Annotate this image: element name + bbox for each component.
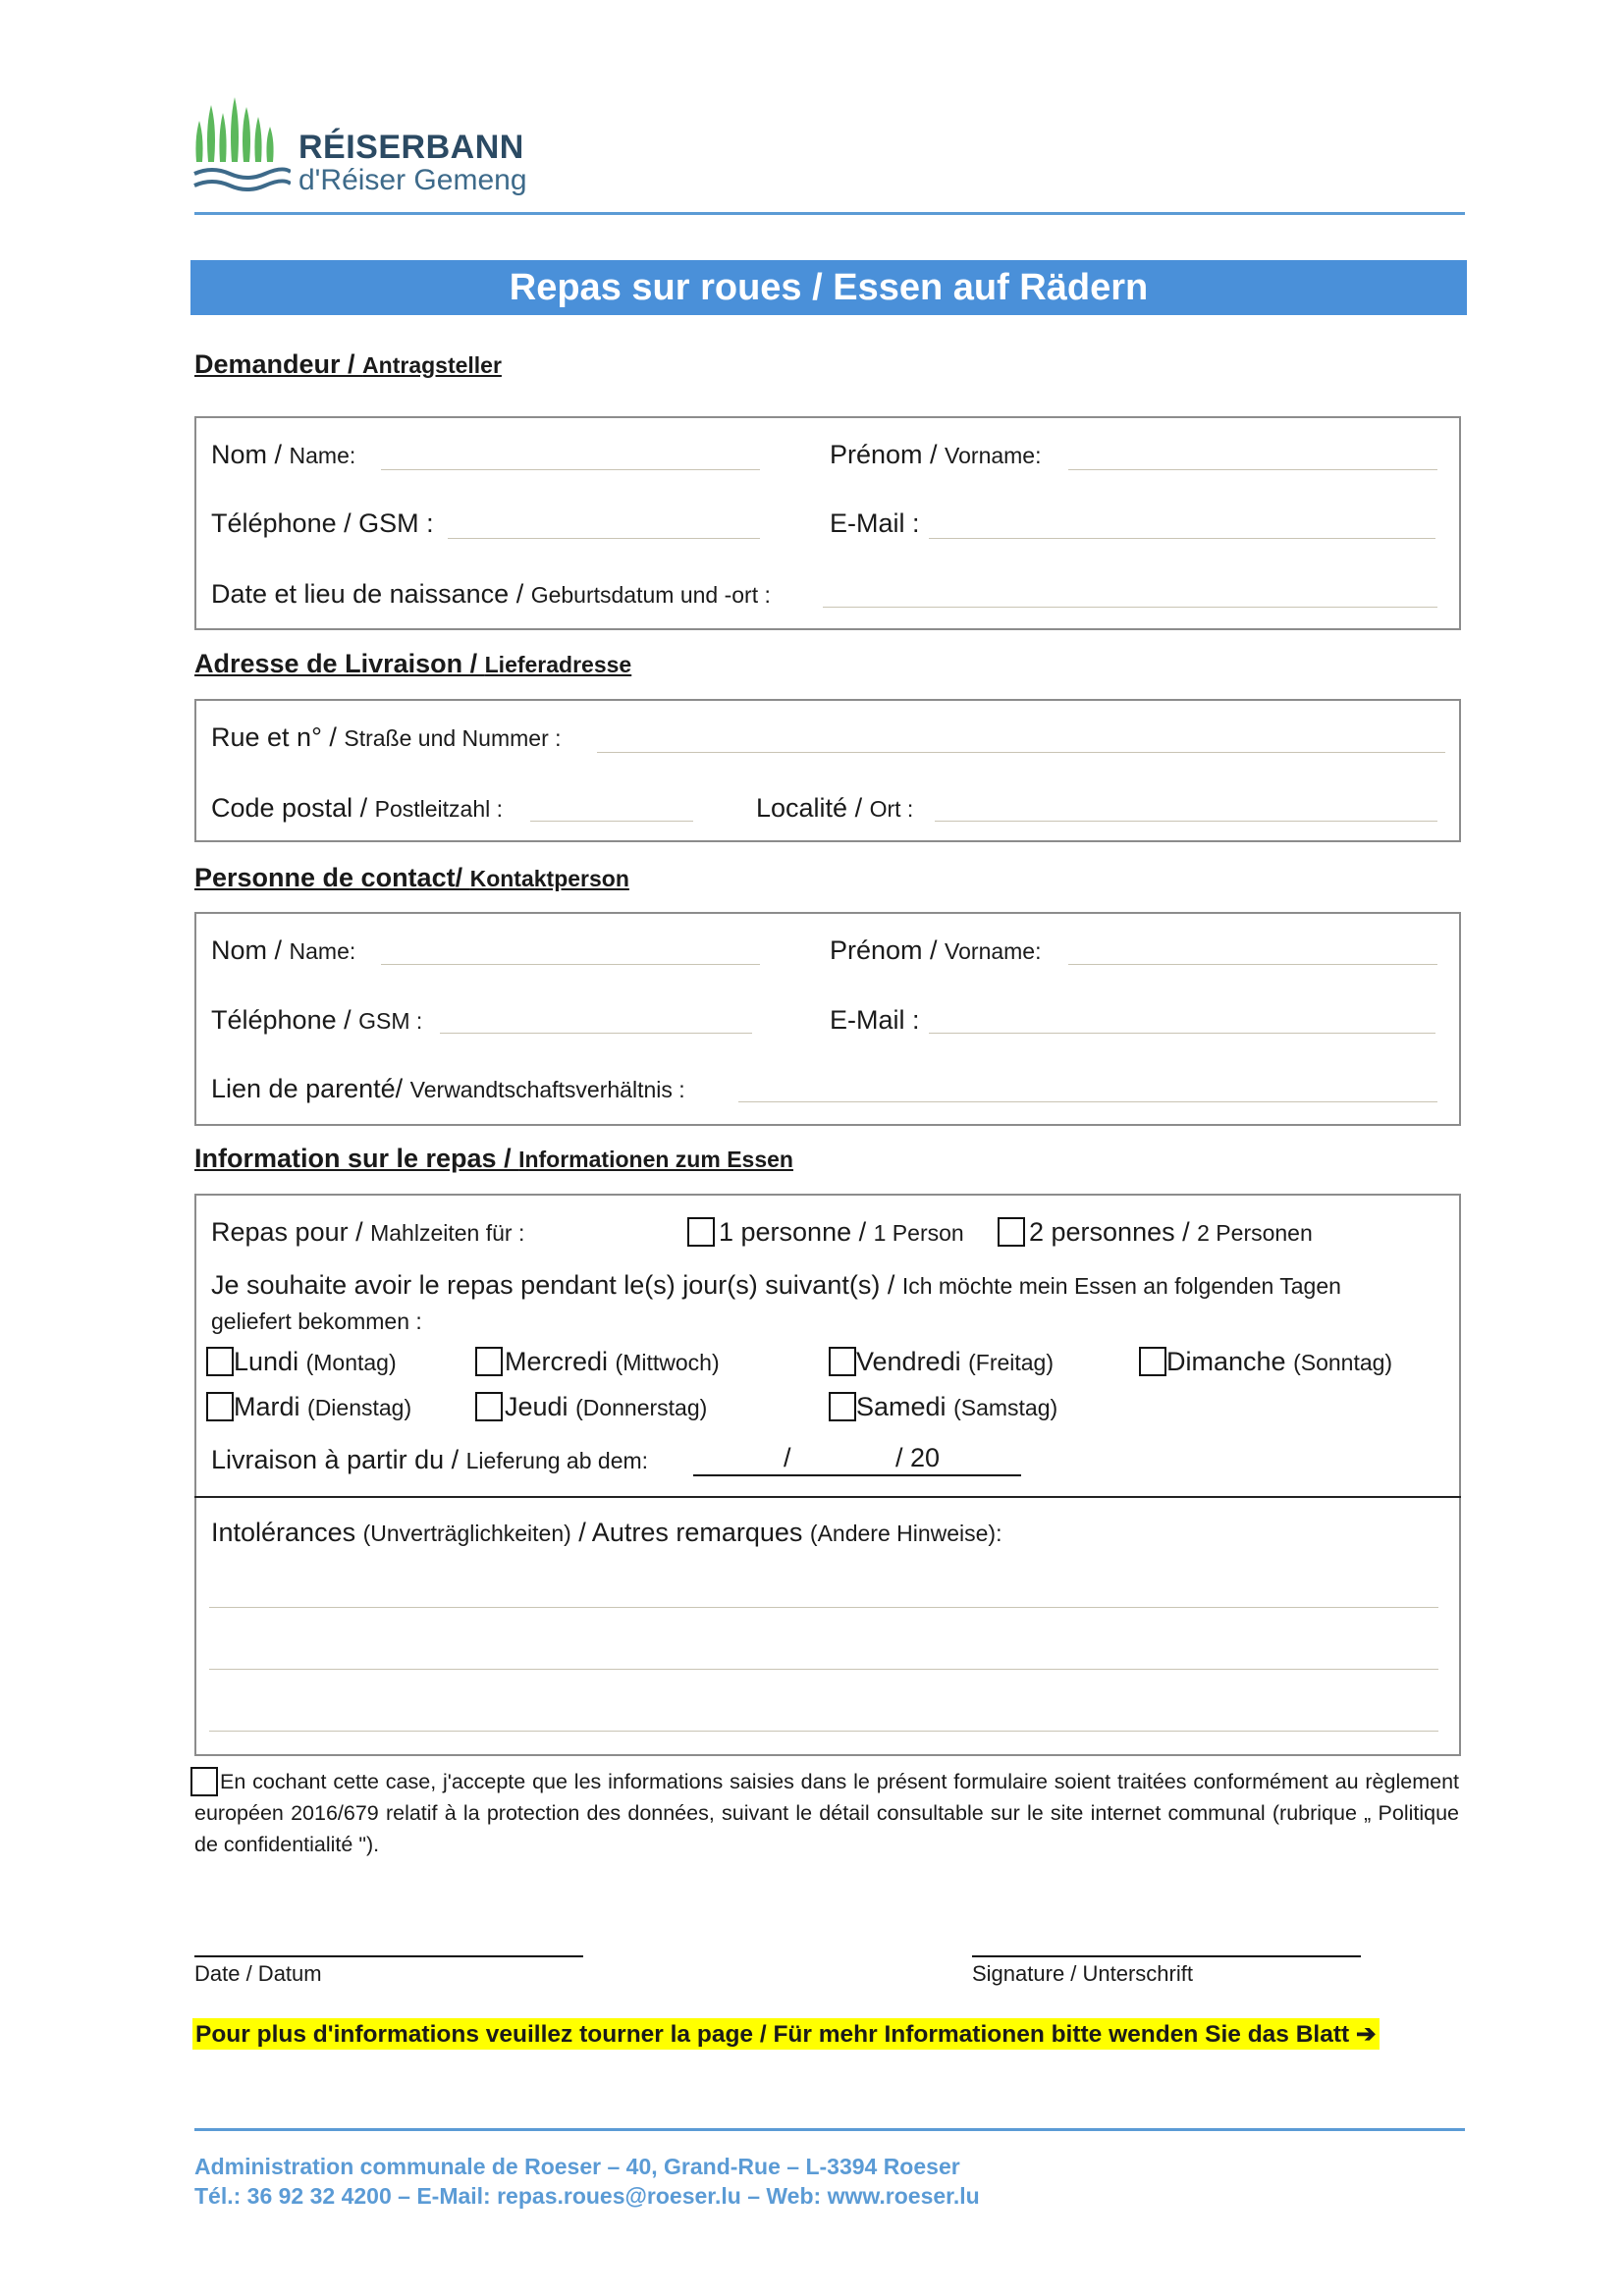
footer-rule [194, 2128, 1465, 2131]
date-century: / 20 [895, 1443, 941, 1472]
contact-firstname-label: Prénom / Vorname: [830, 935, 1042, 965]
day-checkbox-friday[interactable] [829, 1347, 856, 1376]
contact-relation-label: Lien de parenté/ Verwandtschaftsverhältnis : [211, 1074, 685, 1103]
contact-name-field[interactable] [381, 964, 760, 965]
delivery-street-field[interactable] [597, 752, 1445, 753]
logo-trees-icon [192, 93, 291, 191]
section-heading-contact: Personne de contact/ Kontaktperson [194, 863, 629, 892]
day-checkbox-monday[interactable] [206, 1347, 234, 1376]
applicant-birth-label: Date et lieu de naissance / Geburtsdatum und -ort : [211, 579, 771, 609]
day-label-friday: Vendredi (Freitag) [856, 1347, 1055, 1376]
day-label-thursday: Jeudi (Donnerstag) [505, 1392, 708, 1421]
intolerances-line-3[interactable] [209, 1731, 1438, 1732]
contact-relation-field[interactable] [738, 1101, 1437, 1102]
turn-page-note: Pour plus d'informations veuillez tourner la page / Für mehr Informationen bitte wenden Sie das Blatt ➔ [192, 2018, 1380, 2050]
one-person-label: 1 personne / 1 Person [719, 1217, 964, 1247]
day-checkbox-wednesday[interactable] [475, 1347, 503, 1376]
applicant-firstname-label: Prénom / Vorname: [830, 440, 1042, 469]
contact-name-label: Nom / Name: [211, 935, 356, 965]
applicant-firstname-field[interactable] [1068, 469, 1437, 470]
day-checkbox-tuesday[interactable] [206, 1392, 234, 1421]
contact-phone-label: Téléphone / GSM : [211, 1005, 423, 1035]
logo [192, 93, 527, 201]
day-checkbox-saturday[interactable] [829, 1392, 856, 1421]
delivery-locality-label: Localité / Ort : [756, 793, 914, 823]
applicant-birth-field[interactable] [823, 607, 1437, 608]
applicant-name-field[interactable] [381, 469, 760, 470]
applicant-email-field[interactable] [929, 538, 1435, 539]
logo-tagline: d'Réiser Gemeng [298, 164, 527, 196]
two-persons-checkbox[interactable] [998, 1217, 1025, 1247]
contact-phone-field[interactable] [440, 1033, 752, 1034]
consent-text: En cochant cette case, j'accepte que les informations saisies dans le présent formulaire soient traitées conformément au règlement européen 2016/679 relatif à la protection des données, suivant le détail consultable sur le site internet communal (rubrique „ Politique de confidentialité "). [194, 1770, 1459, 1856]
footer-address: Administration communale de Roeser – 40, Grand-Rue – L-3394 Roeser [194, 2154, 960, 2179]
delivery-start-label: Livraison à partir du / Lieferung ab dem: [211, 1445, 649, 1474]
days-question-line2: geliefert bekommen : [211, 1308, 422, 1334]
signature-label: Signature / Unterschrift [972, 1961, 1193, 1986]
two-persons-label: 2 personnes / 2 Personen [1029, 1217, 1313, 1247]
signature-line[interactable] [972, 1955, 1361, 1957]
meal-box-divider [194, 1496, 1461, 1498]
delivery-street-label: Rue et n° / Straße und Nummer : [211, 722, 562, 752]
delivery-postal-label: Code postal / Postleitzahl : [211, 793, 504, 823]
contact-email-field[interactable] [929, 1033, 1435, 1034]
date-separator-1: / [784, 1443, 791, 1472]
day-label-tuesday: Mardi (Dienstag) [234, 1392, 412, 1421]
applicant-email-label: E-Mail : [830, 508, 920, 538]
section-heading-delivery: Adresse de Livraison / Lieferadresse [194, 649, 632, 678]
days-question-line1: Je souhaite avoir le repas pendant le(s) jour(s) suivant(s) / Ich möchte mein Essen an folgenden Tagen [211, 1270, 1341, 1300]
day-label-saturday: Samedi (Samstag) [856, 1392, 1058, 1421]
arrow-right-icon: ➔ [1356, 2021, 1377, 2048]
day-checkbox-sunday[interactable] [1139, 1347, 1166, 1376]
meal-for-label: Repas pour / Mahlzeiten für : [211, 1217, 525, 1247]
applicant-name-label: Nom / Name: [211, 440, 356, 469]
delivery-locality-field[interactable] [935, 821, 1437, 822]
delivery-postal-field[interactable] [530, 821, 693, 822]
contact-firstname-field[interactable] [1068, 964, 1437, 965]
applicant-phone-label: Téléphone / GSM : [211, 508, 434, 538]
intolerances-line-2[interactable] [209, 1669, 1438, 1670]
delivery-start-date-field[interactable] [693, 1474, 1021, 1476]
intolerances-line-1[interactable] [209, 1607, 1438, 1608]
applicant-phone-field[interactable] [448, 538, 760, 539]
date-label: Date / Datum [194, 1961, 322, 1986]
day-label-sunday: Dimanche (Sonntag) [1166, 1347, 1393, 1376]
one-person-checkbox[interactable] [687, 1217, 715, 1247]
intolerances-label: Intolérances (Unverträglichkeiten) / Autres remarques (Andere Hinweise): [211, 1518, 1002, 1547]
contact-email-label: E-Mail : [830, 1005, 920, 1035]
section-heading-meal: Information sur le repas / Informationen zum Essen [194, 1144, 793, 1173]
day-label-wednesday: Mercredi (Mittwoch) [505, 1347, 720, 1376]
day-label-monday: Lundi (Montag) [234, 1347, 397, 1376]
form-title: Repas sur roues / Essen auf Rädern [190, 260, 1467, 315]
header-rule [194, 212, 1465, 215]
logo-name: RÉISERBANN [298, 129, 524, 166]
date-signature-line[interactable] [194, 1955, 583, 1957]
day-checkbox-thursday[interactable] [475, 1392, 503, 1421]
footer-contact: Tél.: 36 92 32 4200 – E-Mail: repas.roues@roeser.lu – Web: www.roeser.lu [194, 2183, 980, 2209]
section-heading-applicant: Demandeur / Antragsteller [194, 349, 502, 379]
